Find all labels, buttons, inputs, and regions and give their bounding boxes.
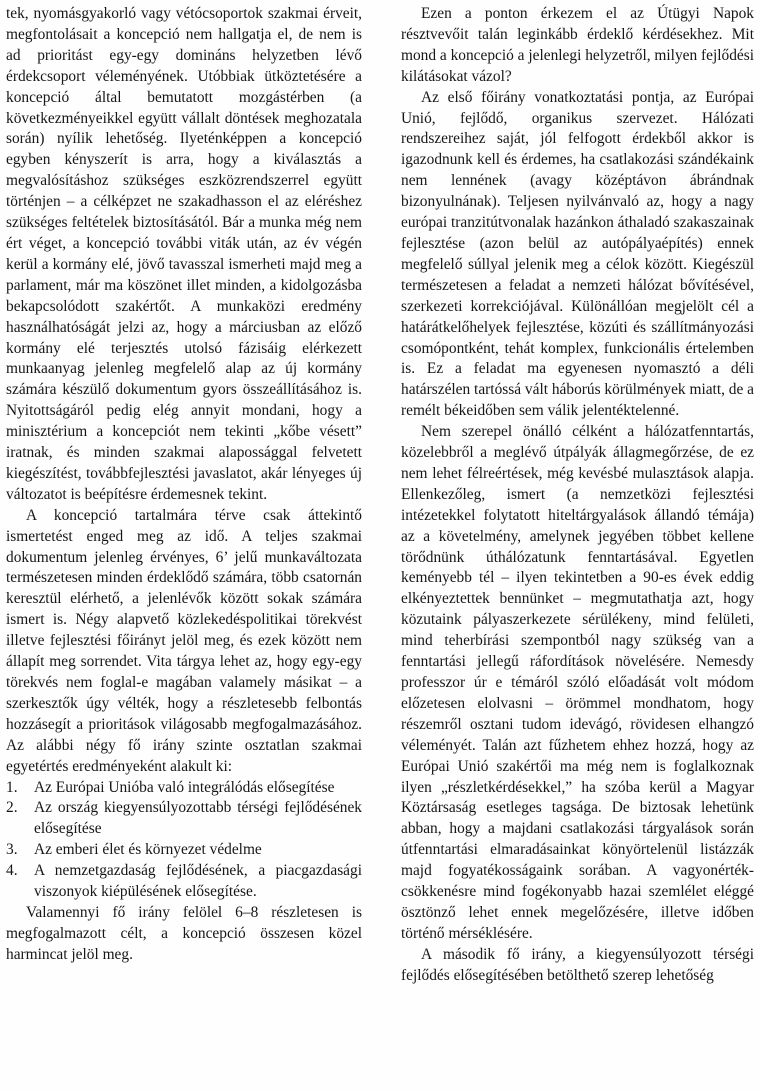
list-item-text: Az ország kiegyensúlyozottabb térségi fejlődésének elősegítése bbox=[34, 799, 362, 838]
right-paragraph-2: Az első főirány vonatkoztatási pontja, az Európai Unió, fejlődő, organikus szervezet. Hálózati rendszereihez saját, jól felfogott érdekből akkor is igazodnunk kell és érdemes, ha csatlakozási szándékaink nem lennének (avagy középtávon ábrándnak bizonyulnának). Teljesen nyilvánvaló az, hogy a nagy európai tranzitútvonalak hazánkon áthaladó szakaszainak fejlesztése (azon belül az autópályaépítés) ennek megfelelő súllyal jelenik meg a célok között. Kiegészül természetesen a feladat a nemzeti hálózat bővítésével, szerkezeti korrekciójával. Különállóan megjelölt cél a határátkelőhelyek fejlesztése, közúti és szállítmányozási csomópontként, tehát komplex, funkcionális értelemben is. Ez a feladat ma egyenesen nyomasztó a déli határszélen tartóssá vált háborús körülmények miatt, de a remélt békeidőben sem válik jelentéktelenné. bbox=[401, 88, 755, 420]
left-paragraph-2: A koncepció tartalmára térve csak áttekintő ismertetést enged meg az idő. A teljes szakmai dokumentum jelenleg érvényes, 6’ jelű munkaváltozata természetesen minden érdeklődő számára, több csatornán keresztül elérhető, a jelenlévők között sokak számára ismert is. Négy alapvető közlekedéspolitikai törekvést illetve fejlesztési főirányt jelöl meg, és ezek között nem állapít meg sorrendet. Vita tárgya lehet az, hogy egy-egy törekvés nem foglal-e magában valamely másikat – a szerkesztők úgy vélték, hogy a részletesebb felbontás hozzásegít a prioritások világosabb megfogalmazásához. Az alábbi négy fő irány szinte osztatlan szakmai egyetértés eredményeként alakult ki: bbox=[6, 506, 362, 775]
list-item-number: 3. bbox=[6, 841, 18, 859]
right-paragraph-1: Ezen a ponton érkezem el az Útügyi Napok résztvevőit talán leginkább érdeklő kérdésekhez. Mit mond a koncepció a jelenlegi helyzetről, milyen fejlődési kilátásokat vázol? bbox=[401, 5, 755, 85]
left-column bbox=[6, 4, 362, 966]
list-item bbox=[6, 798, 362, 840]
right-paragraph-3: Nem szerepel önálló célként a hálózatfenntartás, közelebbről a meglévő útpályák állagmegőrzése, de ez nem lehet félreértések, még kevésbé mulasztások alapja. Ellenkezőleg, ismert (a nemzetközi fejlesztési intézetekkel folytatott hiteltárgyalások állandó témája) az a követelmény, amelynek jegyében többet kellene törődnünk úthálózatunk fenntartásával. Egyetlen keményebb tél – ilyen tekintetben a 90-es évek eddig elkényeztettek bennünket – megmutathatja azt, hogy közutaink pályaszerkezete sérülékeny, mind felületi, mind teherbírási szempontból nagy szükség van a fenntartási jellegű ráfordítások növelésére. Nemesdy professzor úr e témáról szóló előadását volt módom előzetesen elolvasni – örömmel mondhatom, hogy részemről osztani tudom idevágó, rövidesen elhangzó véleményét. Talán azt fűzhetem ehhez hozzá, hogy az Európai Unió szakértői ma még nem is foglalkoznak ilyen „részletkérdésekkel,” ha szóba kerül a Magyar Köztársaság esetleges tagsága. De biztosak lehetünk abban, hogy a majdani csatlakozási tárgyalások során útfenntartási elmaradásainkat könyörtelenül listázzák majd fogyatékosságaink sorában. A vagyonérték-csökkenésre mind fogékonyabb hazai szemlélet eléggé ösztönző lehet ennek megelőzésére, illetve időben történő mérséklésére. bbox=[401, 423, 754, 942]
priority-list bbox=[6, 778, 362, 903]
list-item-text: A nemzetgazdaság fejlődésének, a piacgazdasági viszonyok kiépülésének elősegítése. bbox=[34, 862, 362, 901]
right-paragraph-4: A második fő irány, a kiegyensúlyozott térségi fejlődés elősegítésében betölthető szerep lehetőség bbox=[401, 945, 754, 984]
left-paragraph-1: tek, nyomásgyakorló vagy vétócsoportok szakmai érveit, megfontolásait a koncepció nem hallgatja el, de nem is ad prioritást egy-egy domináns helyzetben lévő érdekcsoport véleményének. Utóbbiak ütköztetésére a koncepció által bemutatott mozgástérben (a következményeikkel együtt vállalt döntések meghozatala során) nyílik lehetőség. Ilyeténképpen a koncepció egyben kényszerít is arra, hogy a kiválasztás a megvalósításhoz szükséges eszközrendszerrel együtt történjen – a célképzet ne szakadhasson el az eléréshez szükséges feltételek biztosításától. Bár a munka még nem ért véget, a koncepció további viták után, az év végén kerül a kormány elé, jövő tavasszal ismerheti majd meg a parlament, már ma köszönet illet minden, a kidolgozásba bekapcsolódott szakértőt. A munkaközi eredmény használhatóságát jelzi az, hogy a márciusban az előző kormány elé terjesztés utolsó fázisáig elérkezett munkaanyag jelenleg megfelelő alap az új kormány számára készülő dokumentum gyors összeállításához is. Nyitottságáról pedig elég annyit mondani, hogy a minisztérium a koncepciót nem tekinti „kőbe vésett” iratnak, és minden szakmai alapossággal felvetett kiegészítést, továbbfejlesztési javaslatot, akár lényeges új változatot is beépítésre érdemesnek tekint. bbox=[6, 5, 362, 503]
list-item-number: 4. bbox=[6, 862, 18, 880]
list-item bbox=[6, 778, 362, 799]
list-item-text: Az emberi élet és környezet védelme bbox=[34, 841, 262, 859]
right-column bbox=[401, 4, 754, 987]
list-item-text: Az Európai Unióba való integrálódás elősegítése bbox=[34, 778, 335, 796]
list-item-number: 2. bbox=[6, 799, 18, 817]
left-paragraph-3: Valamennyi fő irány felölel 6–8 részletesen is megfogalmazott célt, a koncepció összesen közel harmincat jelöl meg. bbox=[6, 903, 362, 963]
list-item bbox=[6, 861, 362, 903]
list-item bbox=[6, 840, 362, 861]
list-item-number: 1. bbox=[6, 778, 18, 796]
